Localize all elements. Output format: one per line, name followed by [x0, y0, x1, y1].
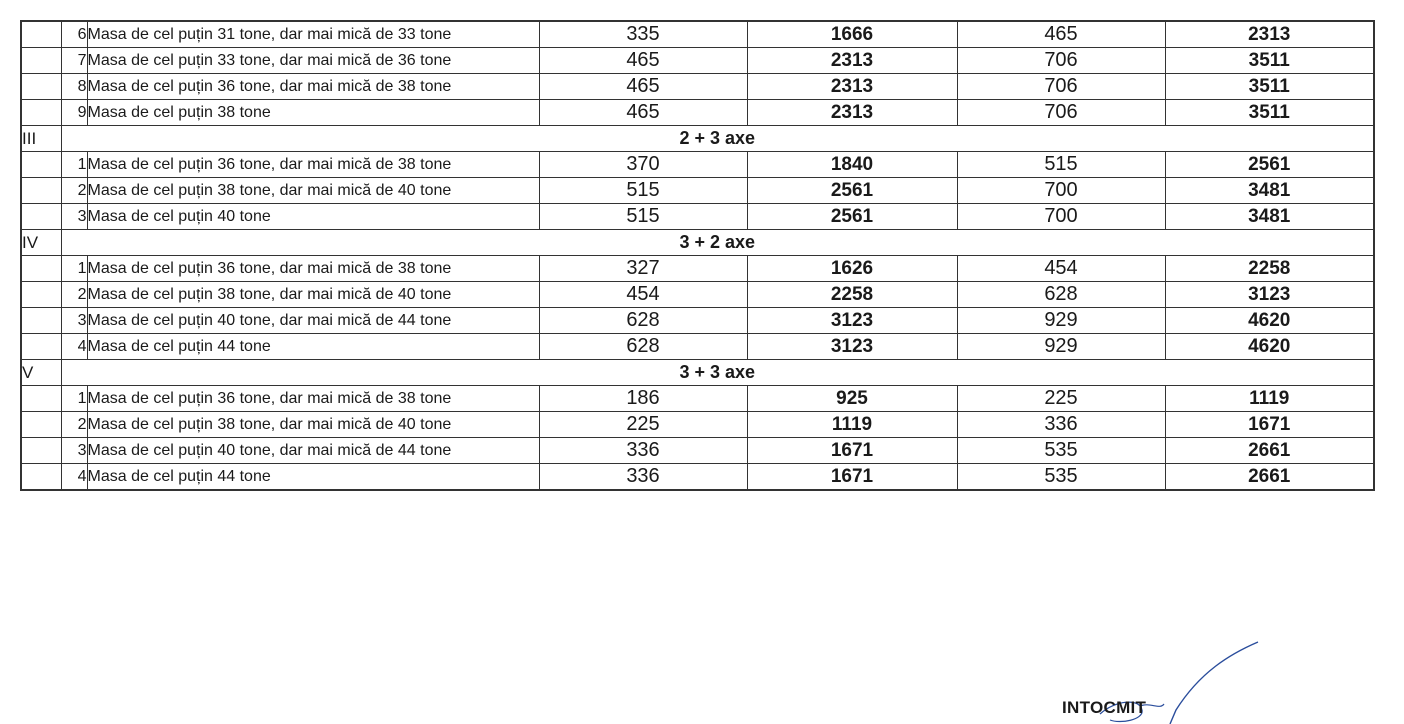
row-index: 1 — [61, 256, 87, 282]
row-group-cell — [21, 256, 61, 282]
value-cell-3: 465 — [957, 21, 1165, 48]
section-number: IV — [21, 230, 61, 256]
value-cell-4: 1119 — [1165, 386, 1374, 412]
footer-label: INTOCMIT — [1062, 698, 1147, 717]
row-description: Masa de cel puțin 36 tone, dar mai mică de 38 tone — [87, 152, 539, 178]
row-index: 9 — [61, 100, 87, 126]
value-cell-1: 465 — [539, 48, 747, 74]
table-row — [21, 204, 1374, 230]
value-cell-1: 515 — [539, 178, 747, 204]
table-row — [21, 438, 1374, 464]
row-group-cell — [21, 152, 61, 178]
value-cell-1: 465 — [539, 74, 747, 100]
row-index: 3 — [61, 204, 87, 230]
row-group-cell — [21, 21, 61, 48]
value-cell-1: 454 — [539, 282, 747, 308]
value-cell-3: 929 — [957, 308, 1165, 334]
row-index: 6 — [61, 21, 87, 48]
value-cell-3: 535 — [957, 464, 1165, 491]
row-index: 2 — [61, 412, 87, 438]
table-row — [21, 412, 1374, 438]
value-cell-4: 2661 — [1165, 464, 1374, 491]
row-description: Masa de cel puțin 36 tone, dar mai mică de 38 tone — [87, 386, 539, 412]
value-cell-4: 4620 — [1165, 308, 1374, 334]
row-description: Masa de cel puțin 44 tone — [87, 334, 539, 360]
value-cell-3: 706 — [957, 48, 1165, 74]
table-row — [21, 74, 1374, 100]
table-row — [21, 386, 1374, 412]
row-index: 4 — [61, 334, 87, 360]
value-cell-3: 700 — [957, 204, 1165, 230]
row-group-cell — [21, 334, 61, 360]
value-cell-4: 1671 — [1165, 412, 1374, 438]
value-cell-4: 3123 — [1165, 282, 1374, 308]
value-cell-1: 225 — [539, 412, 747, 438]
section-row — [21, 360, 1374, 386]
value-cell-4: 3511 — [1165, 100, 1374, 126]
row-group-cell — [21, 100, 61, 126]
value-cell-2: 2313 — [747, 100, 957, 126]
value-cell-3: 706 — [957, 100, 1165, 126]
value-cell-2: 1119 — [747, 412, 957, 438]
value-cell-4: 3481 — [1165, 178, 1374, 204]
table-row — [21, 178, 1374, 204]
value-cell-4: 2258 — [1165, 256, 1374, 282]
value-cell-2: 2258 — [747, 282, 957, 308]
row-index: 7 — [61, 48, 87, 74]
row-group-cell — [21, 386, 61, 412]
row-group-cell — [21, 178, 61, 204]
row-description: Masa de cel puțin 33 tone, dar mai mică de 36 tone — [87, 48, 539, 74]
value-cell-1: 327 — [539, 256, 747, 282]
value-cell-4: 2561 — [1165, 152, 1374, 178]
value-cell-3: 225 — [957, 386, 1165, 412]
value-cell-1: 336 — [539, 438, 747, 464]
value-cell-3: 628 — [957, 282, 1165, 308]
value-cell-1: 370 — [539, 152, 747, 178]
table-row — [21, 308, 1374, 334]
table-row — [21, 334, 1374, 360]
value-cell-2: 1840 — [747, 152, 957, 178]
row-description: Masa de cel puțin 44 tone — [87, 464, 539, 491]
section-row — [21, 126, 1374, 152]
row-description: Masa de cel puțin 38 tone, dar mai mică de 40 tone — [87, 178, 539, 204]
value-cell-4: 3481 — [1165, 204, 1374, 230]
table-row — [21, 282, 1374, 308]
table-row — [21, 464, 1374, 491]
value-cell-1: 628 — [539, 334, 747, 360]
row-description: Masa de cel puțin 36 tone, dar mai mică de 38 tone — [87, 74, 539, 100]
section-row — [21, 230, 1374, 256]
value-cell-2: 3123 — [747, 308, 957, 334]
value-cell-2: 1671 — [747, 464, 957, 491]
value-cell-3: 336 — [957, 412, 1165, 438]
section-title: 3 + 2 axe — [61, 230, 1374, 256]
table-row — [21, 256, 1374, 282]
row-index: 1 — [61, 152, 87, 178]
value-cell-4: 4620 — [1165, 334, 1374, 360]
value-cell-2: 3123 — [747, 334, 957, 360]
value-cell-2: 2313 — [747, 74, 957, 100]
table-row — [21, 21, 1374, 48]
row-description: Masa de cel puțin 40 tone, dar mai mică de 44 tone — [87, 308, 539, 334]
row-index: 2 — [61, 178, 87, 204]
value-cell-2: 1671 — [747, 438, 957, 464]
row-index: 3 — [61, 438, 87, 464]
value-cell-2: 925 — [747, 386, 957, 412]
row-index: 8 — [61, 74, 87, 100]
row-group-cell — [21, 464, 61, 491]
value-cell-3: 706 — [957, 74, 1165, 100]
row-index: 4 — [61, 464, 87, 491]
value-cell-3: 454 — [957, 256, 1165, 282]
row-description: Masa de cel puțin 38 tone, dar mai mică de 40 tone — [87, 282, 539, 308]
row-description: Masa de cel puțin 31 tone, dar mai mică de 33 tone — [87, 21, 539, 48]
row-group-cell — [21, 48, 61, 74]
row-description: Masa de cel puțin 38 tone — [87, 100, 539, 126]
value-cell-2: 2561 — [747, 204, 957, 230]
row-description: Masa de cel puțin 40 tone — [87, 204, 539, 230]
row-description: Masa de cel puțin 38 tone, dar mai mică de 40 tone — [87, 412, 539, 438]
section-title: 3 + 3 axe — [61, 360, 1374, 386]
value-cell-1: 628 — [539, 308, 747, 334]
value-cell-1: 336 — [539, 464, 747, 491]
row-index: 3 — [61, 308, 87, 334]
row-group-cell — [21, 308, 61, 334]
row-index: 1 — [61, 386, 87, 412]
value-cell-4: 2661 — [1165, 438, 1374, 464]
value-cell-1: 515 — [539, 204, 747, 230]
section-number: III — [21, 126, 61, 152]
value-cell-2: 2313 — [747, 48, 957, 74]
row-group-cell — [21, 282, 61, 308]
table-row — [21, 100, 1374, 126]
row-group-cell — [21, 412, 61, 438]
value-cell-1: 465 — [539, 100, 747, 126]
value-cell-2: 1626 — [747, 256, 957, 282]
row-group-cell — [21, 204, 61, 230]
table-row — [21, 48, 1374, 74]
value-cell-2: 2561 — [747, 178, 957, 204]
row-group-cell — [21, 74, 61, 100]
value-cell-3: 535 — [957, 438, 1165, 464]
value-cell-4: 3511 — [1165, 74, 1374, 100]
value-cell-3: 700 — [957, 178, 1165, 204]
value-cell-4: 2313 — [1165, 21, 1374, 48]
value-cell-4: 3511 — [1165, 48, 1374, 74]
tariff-table — [20, 20, 1375, 491]
row-description: Masa de cel puțin 36 tone, dar mai mică de 38 tone — [87, 256, 539, 282]
row-description: Masa de cel puțin 40 tone, dar mai mică de 44 tone — [87, 438, 539, 464]
value-cell-1: 335 — [539, 21, 747, 48]
value-cell-3: 515 — [957, 152, 1165, 178]
row-index: 2 — [61, 282, 87, 308]
value-cell-3: 929 — [957, 334, 1165, 360]
section-number: V — [21, 360, 61, 386]
value-cell-1: 186 — [539, 386, 747, 412]
row-group-cell — [21, 438, 61, 464]
table-row — [21, 152, 1374, 178]
value-cell-2: 1666 — [747, 21, 957, 48]
section-title: 2 + 3 axe — [61, 126, 1374, 152]
